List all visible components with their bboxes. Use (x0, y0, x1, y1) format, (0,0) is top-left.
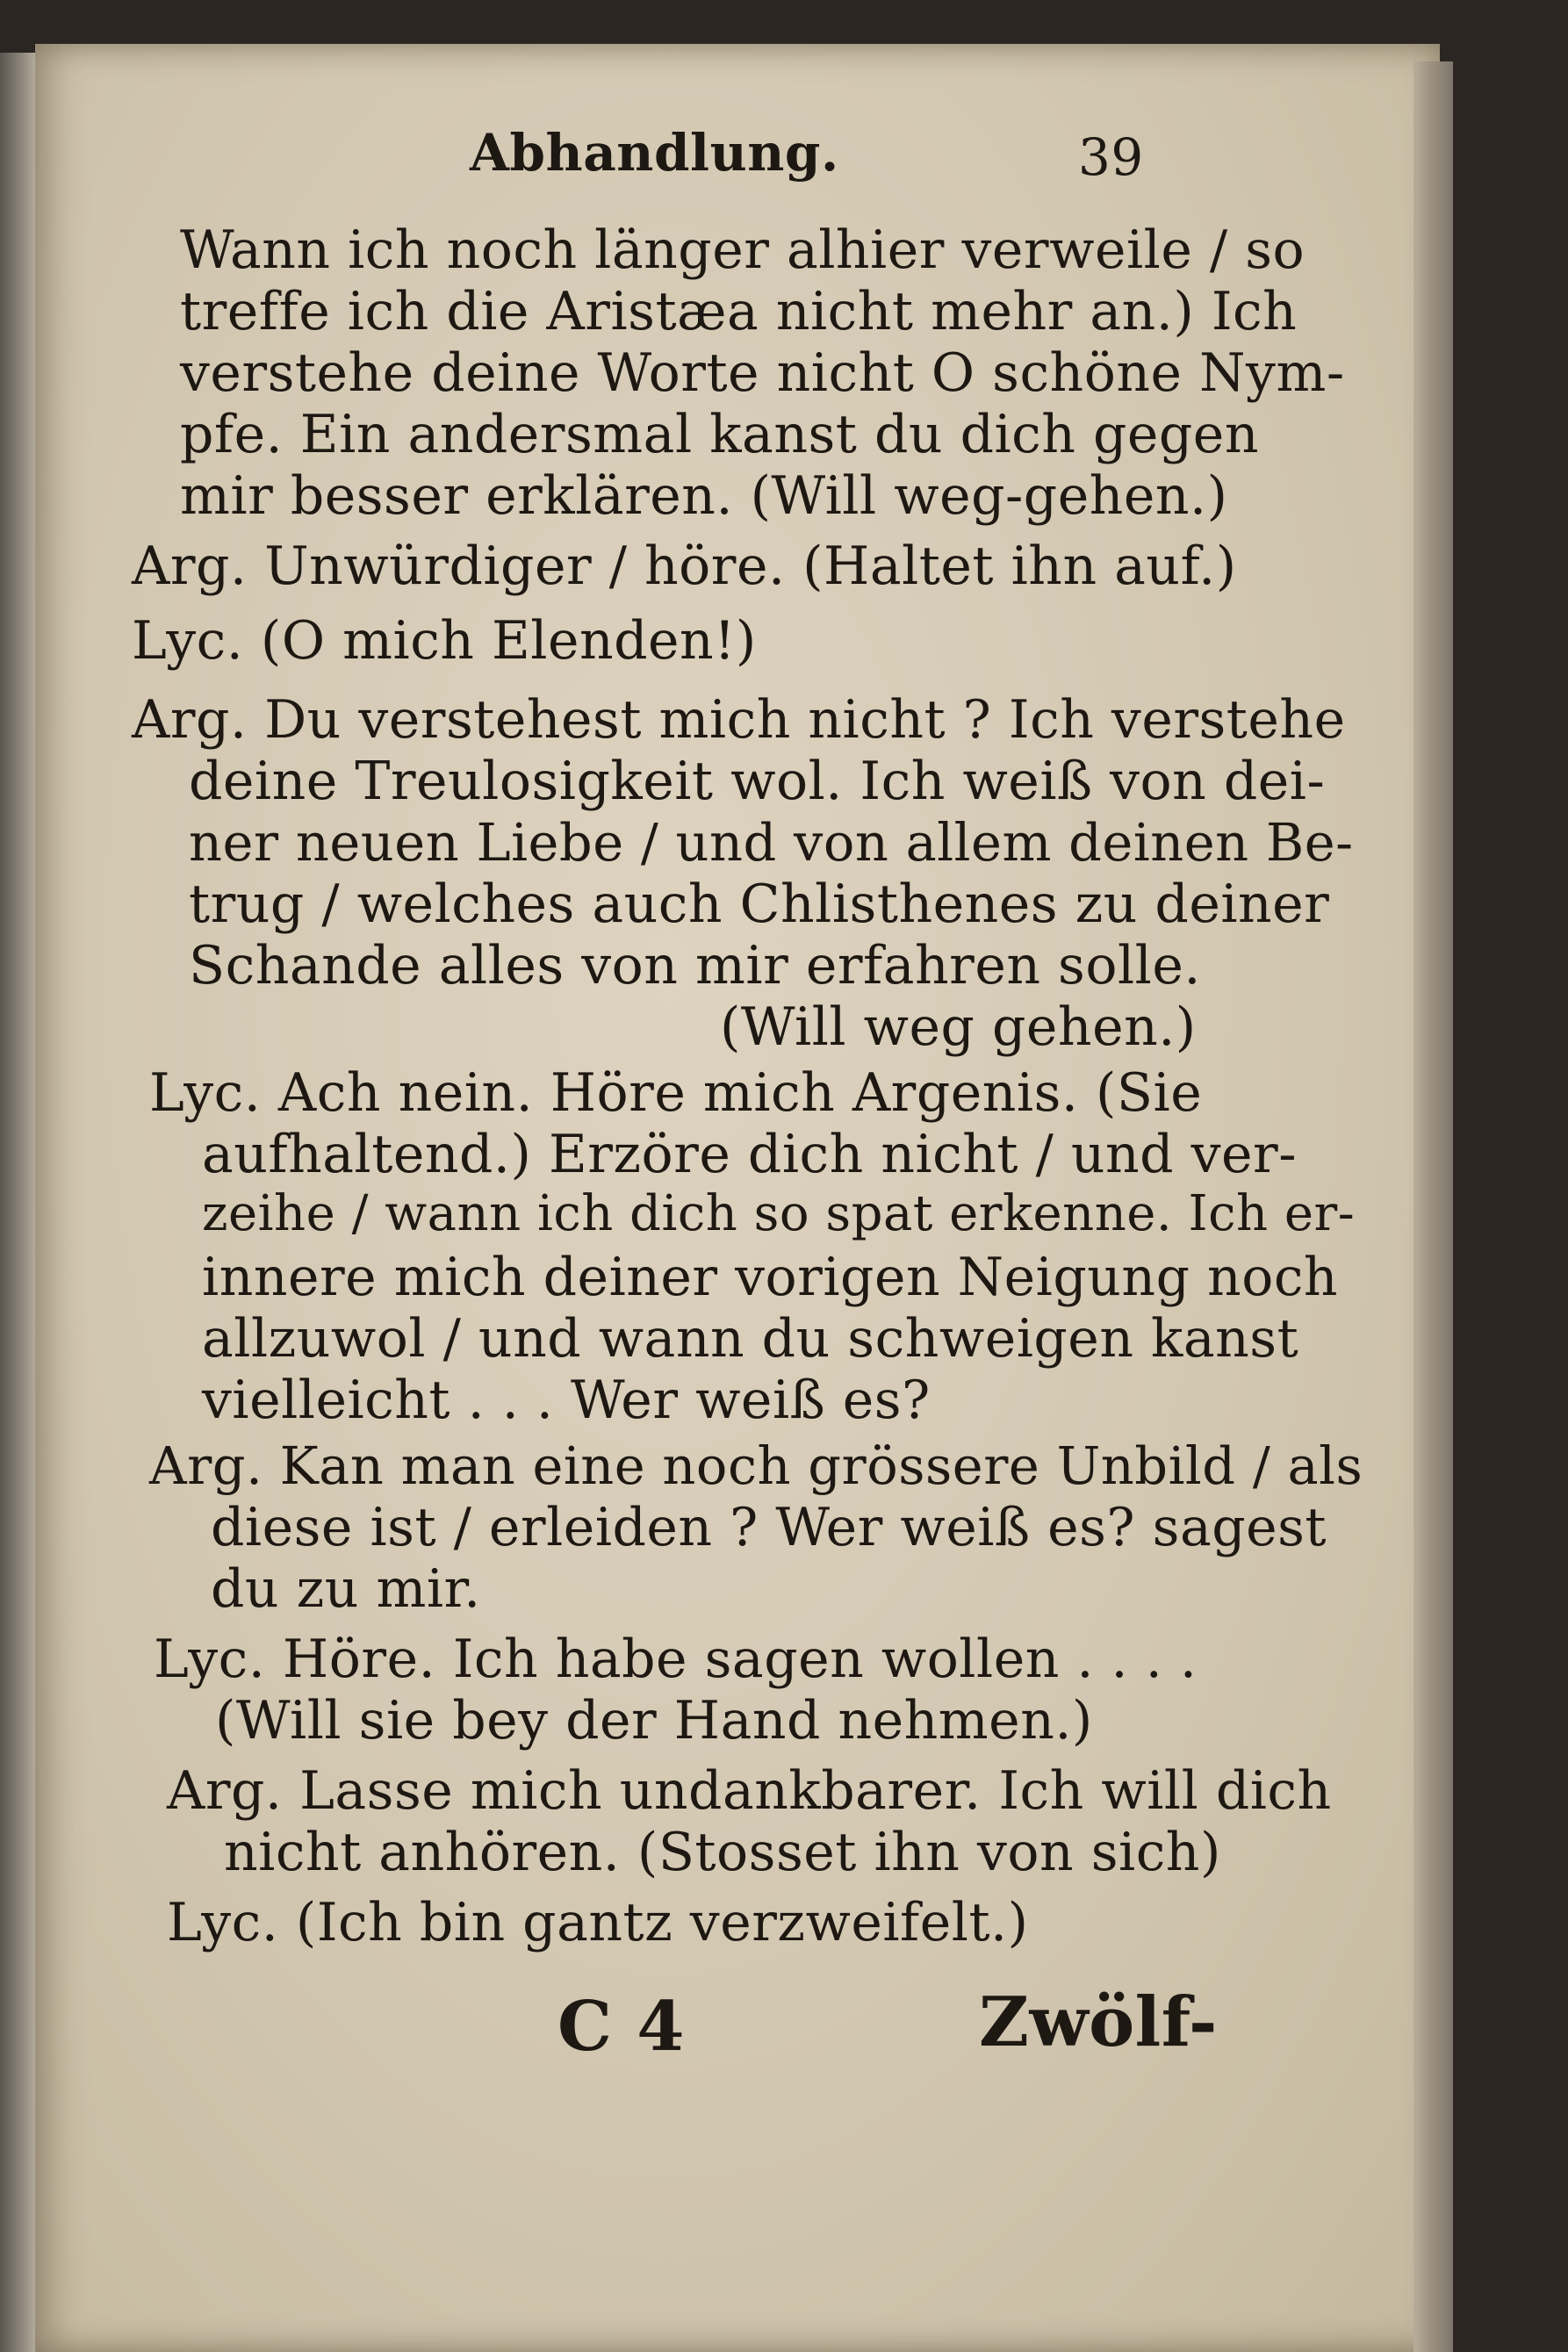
speech-line: Lyc. (O mich Elenden!) (132, 610, 757, 672)
text-line: trug / welches auch Chlisthenes zu deiner (189, 874, 1330, 935)
text-line: Wann ich noch länger alhier verweile / so (180, 219, 1305, 281)
speech-line: Lyc. (Ich bin gantz verzweifelt.) (167, 1892, 1029, 1953)
text-line: ner neuen Liebe / und von allem deinen Be- (189, 812, 1354, 873)
speech-line: Lyc. Höre. Ich habe sagen wollen . . . . (154, 1629, 1198, 1690)
text-line: zeihe / wann ich dich so spat erkenne. Ich er- (202, 1185, 1356, 1242)
page-number: 39 (1078, 127, 1144, 187)
text-line: innere mich deiner vorigen Neigung noch (202, 1247, 1339, 1308)
stage-direction: (Will weg gehen.) (720, 996, 1197, 1058)
speech-line: Lyc. Ach nein. Höre mich Argenis. (Sie (149, 1062, 1203, 1124)
text-line: nicht anhören. (Stosset ihn von sich) (224, 1822, 1221, 1883)
book-page-edge (1413, 61, 1453, 2352)
speech-line: Arg. Unwürdiger / höre. (Haltet ihn auf.) (132, 536, 1237, 597)
stage-direction: (Will sie bey der Hand nehmen.) (215, 1690, 1093, 1751)
text-line: deine Treulosigkeit wol. Ich weiß von dei- (189, 751, 1326, 812)
text-line: vielleicht . . . Wer weiß es? (202, 1370, 931, 1431)
text-line: du zu mir. (211, 1558, 481, 1620)
speech-line: Arg. Du verstehest mich nicht ? Ich verstehe (132, 689, 1346, 751)
book-left-edge (0, 53, 35, 2352)
text-line: diese ist / erleiden ? Wer weiß es? sagest (211, 1497, 1327, 1558)
text-line: allzuwol / und wann du schweigen kanst (202, 1308, 1299, 1370)
text-line: treffe ich die Aristæa nicht mehr an.) Ich (180, 281, 1298, 342)
speech-line: Arg. Kan man eine noch grössere Unbild / als (149, 1435, 1363, 1496)
running-head: Abhandlung. (470, 123, 839, 183)
speech-line: Arg. Lasse mich undankbarer. Ich will dich (167, 1760, 1332, 1822)
text-line: verstehe deine Worte nicht O schöne Nym- (180, 342, 1345, 404)
text-line: mir besser erklären. (Will weg-gehen.) (180, 465, 1228, 527)
catchword: Zwölf- (979, 1982, 1218, 2062)
text-line: aufhaltend.) Erzöre dich nicht / und ver- (202, 1124, 1298, 1185)
text-line: pfe. Ein andersmal kanst du dich gegen (180, 404, 1259, 465)
text-line: Schande alles von mir erfahren solle. (189, 935, 1201, 996)
signature-mark: C 4 (557, 1987, 686, 2067)
